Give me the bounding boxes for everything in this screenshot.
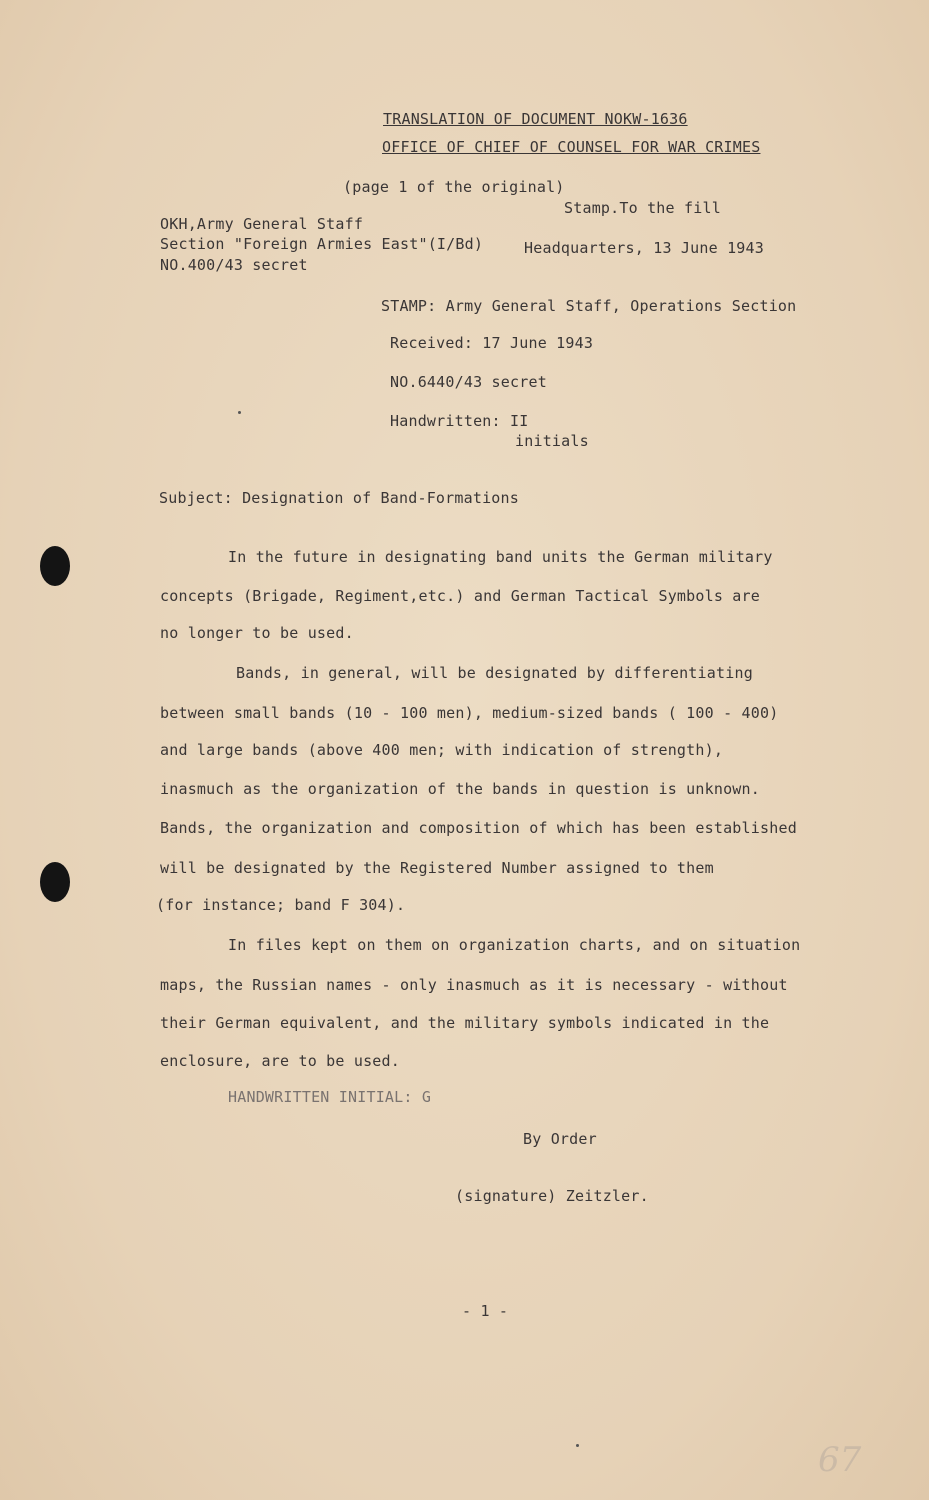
header-line-2: OFFICE OF CHIEF OF COUNSEL FOR WAR CRIMES (382, 138, 761, 156)
speck (238, 411, 241, 414)
by-order: By Order (523, 1130, 597, 1148)
sender-line-2: Section "Foreign Armies East"(I/Bd) (160, 235, 484, 253)
body-line: Bands, the organization and composition of which has been established (160, 819, 797, 837)
body-line: their German equivalent, and the military symbols indicated in the (160, 1014, 770, 1032)
punch-hole-top (40, 546, 70, 586)
body-line: inasmuch as the organization of the bands in question is unknown. (160, 780, 760, 798)
body-line: (for instance; band F 304). (156, 896, 406, 914)
sender-line-1: OKH,Army General Staff (160, 215, 364, 233)
body-line: between small bands (10 - 100 men), medium-sized bands ( 100 - 400) (160, 704, 779, 722)
page-number: - 1 - (462, 1302, 509, 1320)
stamp-number: NO.6440/43 secret (390, 373, 547, 391)
stamp-handwritten: Handwritten: II (390, 412, 529, 430)
body-line: concepts (Brigade, Regiment,etc.) and German Tactical Symbols are (160, 587, 760, 605)
body-line: enclosure, are to be used. (160, 1052, 400, 1070)
body-line: maps, the Russian names - only inasmuch as it is necessary - without (160, 976, 788, 994)
body-line: In the future in designating band units the German military (228, 548, 773, 566)
subject-line: Subject: Designation of Band-Formations (159, 489, 519, 507)
stamp-initials: initials (515, 432, 589, 450)
sender-line-3: NO.400/43 secret (160, 256, 308, 274)
body-line: and large bands (above 400 men; with indication of strength), (160, 741, 724, 759)
header-line-1: TRANSLATION OF DOCUMENT NOKW-1636 (383, 110, 688, 128)
body-line: will be designated by the Registered Number assigned to them (160, 859, 714, 877)
stamp-received: Received: 17 June 1943 (390, 334, 594, 352)
handwritten-initial: HANDWRITTEN INITIAL: G (228, 1088, 432, 1106)
signature: (signature) Zeitzler. (455, 1187, 649, 1205)
speck (576, 1444, 579, 1447)
archive-page-number: 67 (818, 1440, 862, 1480)
body-line: Bands, in general, will be designated by differentiating (236, 664, 753, 682)
punch-hole-bottom (40, 862, 70, 902)
body-line: In files kept on them on organization charts, and on situation (228, 936, 801, 954)
stamp-line: STAMP: Army General Staff, Operations Section (381, 297, 797, 315)
place-date: Headquarters, 13 June 1943 (524, 239, 764, 257)
stamp-to-file: Stamp.To the fill (564, 199, 721, 217)
page-of-original: (page 1 of the original) (343, 178, 565, 196)
body-line: no longer to be used. (160, 624, 354, 642)
